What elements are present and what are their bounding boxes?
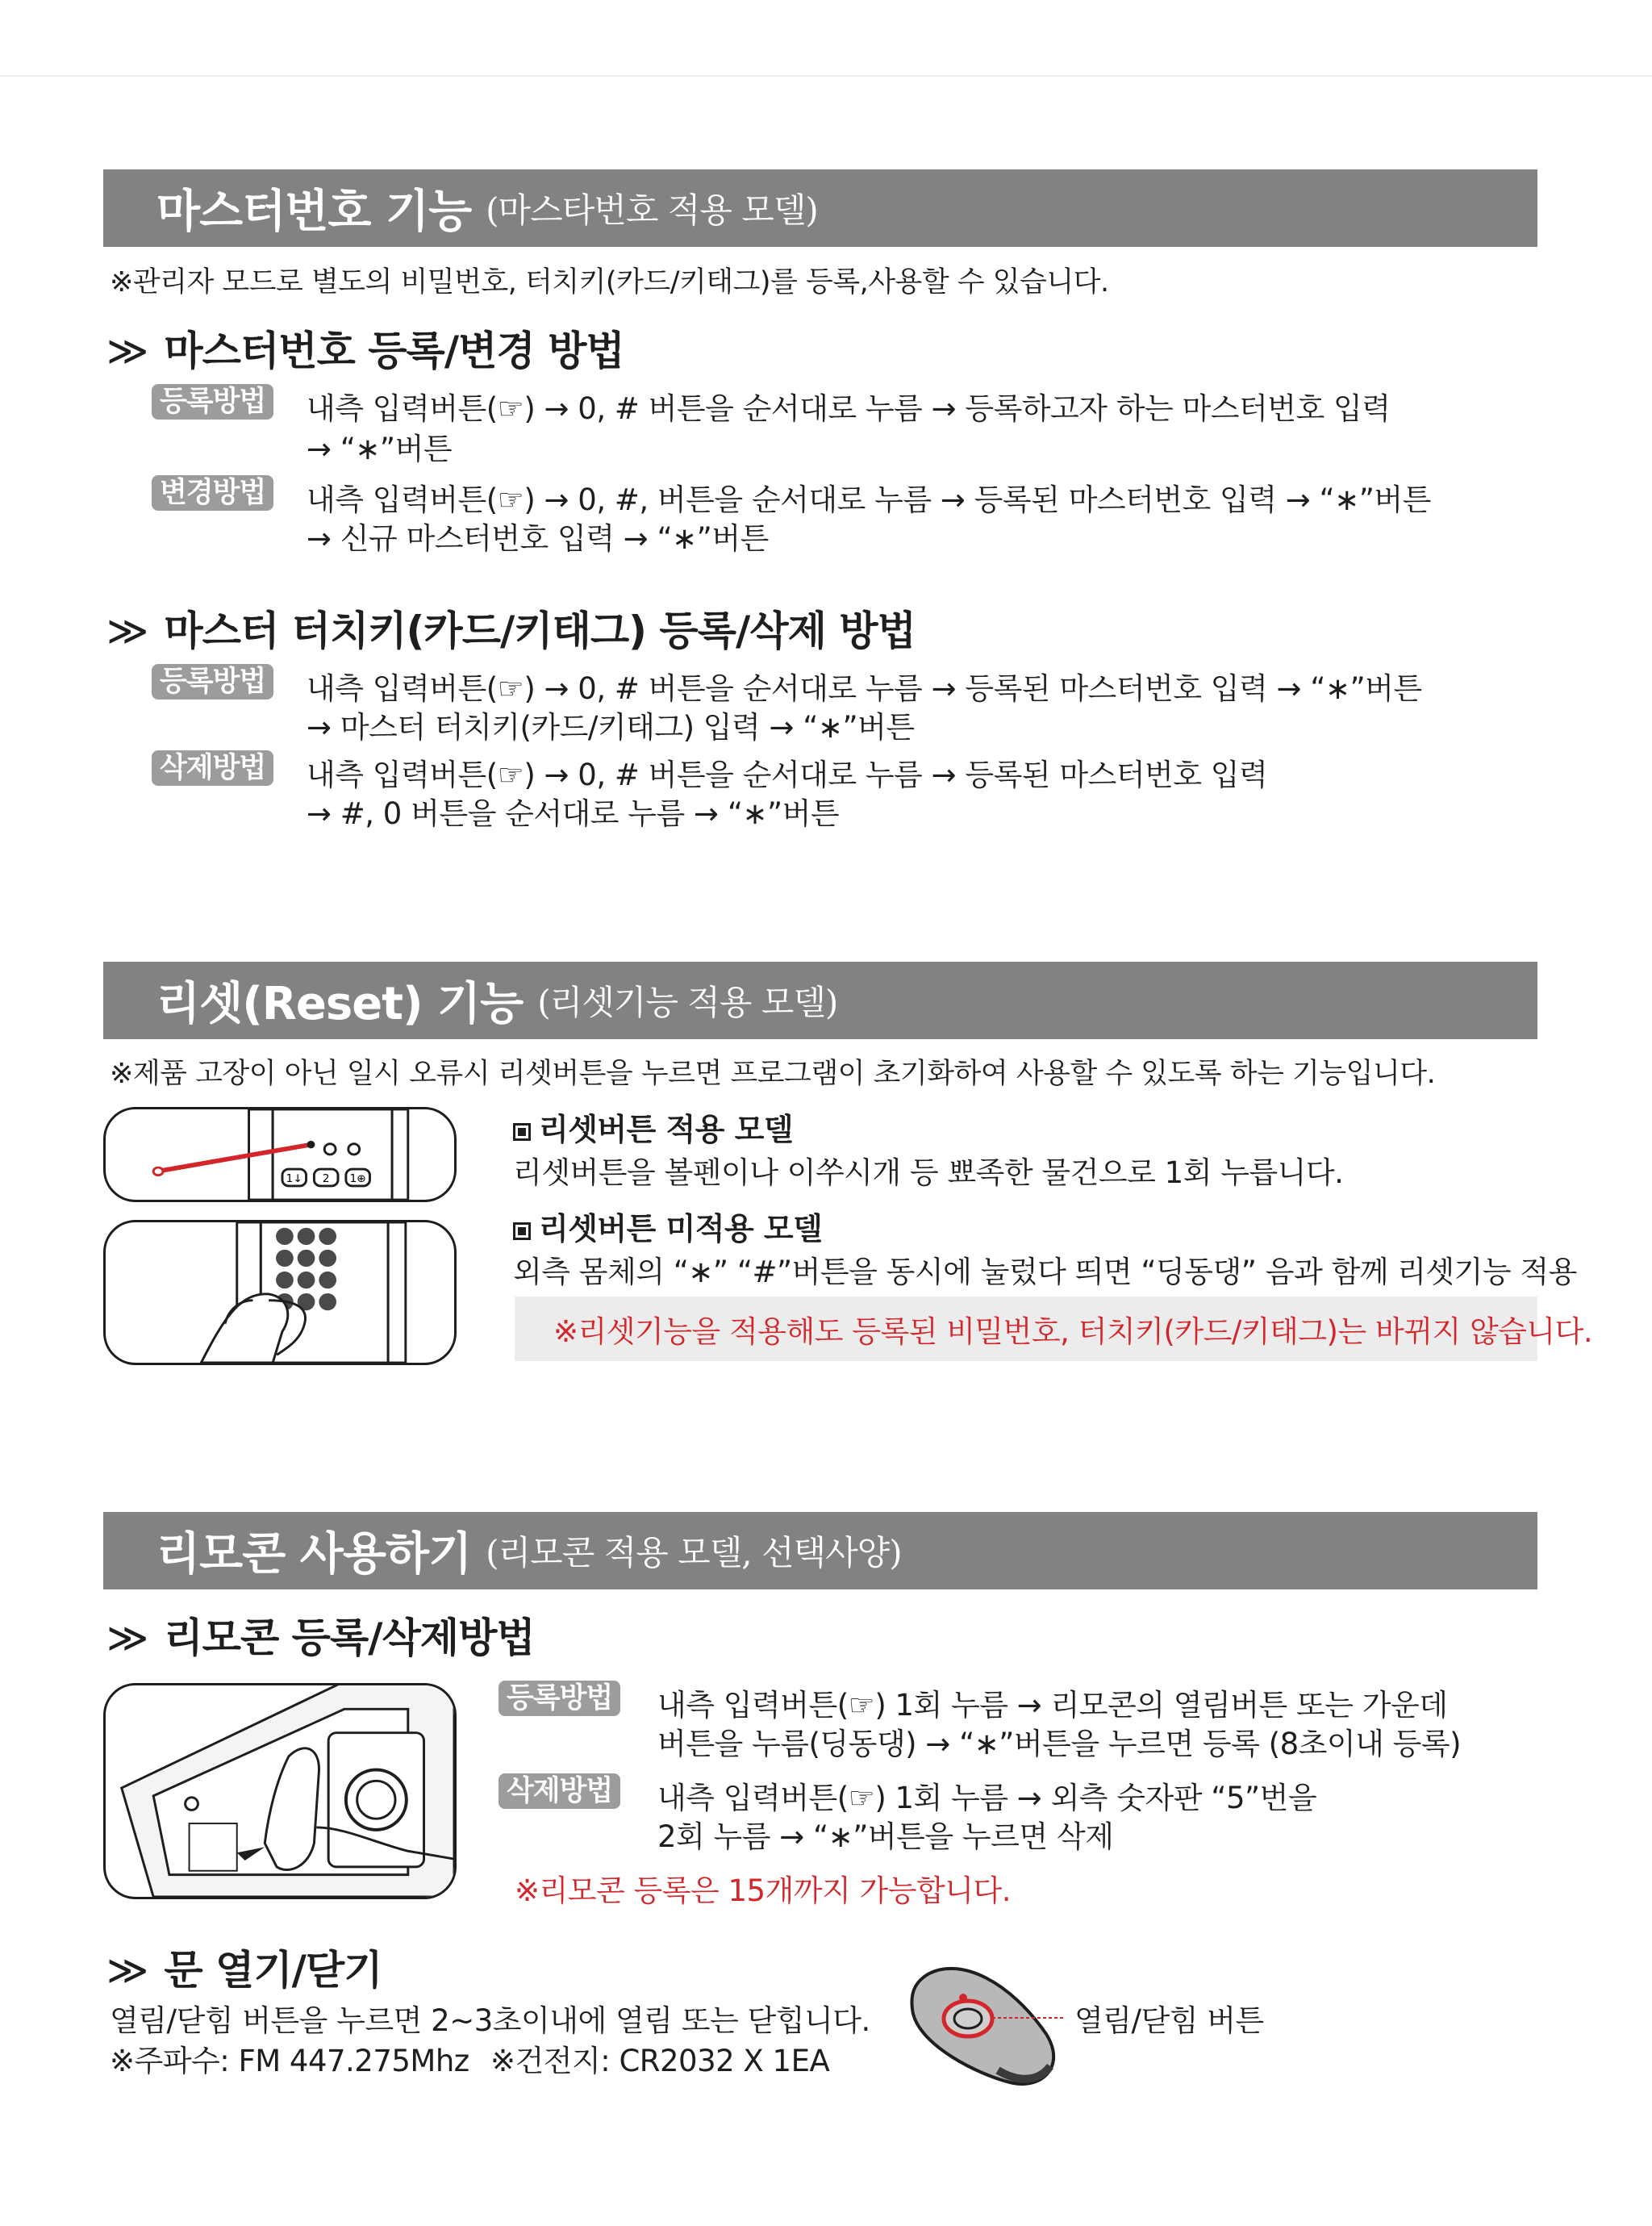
battery-spec: ※건전지: CR2032 X 1EA xyxy=(490,2044,830,2078)
open-close-desc: 열림/닫힘 버튼을 누르면 2~3초이내에 열림 또는 닫힙니다. xyxy=(110,2003,870,2038)
reset-applied-title-text: 리셋버튼 적용 모델 xyxy=(539,1112,794,1147)
open-close-button-label: 열림/닫힘 버튼 xyxy=(1074,2003,1264,2038)
master-touchkey-heading xyxy=(106,599,916,657)
delete-method-tag: 삭제방법 xyxy=(152,750,273,786)
square-bullet-icon xyxy=(513,1222,531,1240)
square-bullet-icon xyxy=(513,1123,531,1141)
reset-unapplied-title xyxy=(513,1204,822,1248)
remote-register-heading xyxy=(106,1606,535,1664)
master-section-subtitle: (마스타번호 적용 모델) xyxy=(486,190,818,230)
step-line: 내측 입력버튼(☞) 1회 누름 → 리모콘의 열림버튼 또는 가운데 xyxy=(657,1688,1448,1723)
register-method-tag: 등록방법 xyxy=(152,384,273,420)
keypad-key-label: 1↓ xyxy=(286,1172,302,1186)
reset-applied-title xyxy=(513,1105,793,1149)
master-note: ※관리자 모드로 별도의 비밀번호, 터치키(카드/키태그)를 등록,사용할 수 있습니다. xyxy=(110,266,1109,299)
reset-section-subtitle: (리셋기능 적용 모델) xyxy=(537,983,838,1022)
keypad-press-illustration xyxy=(103,1220,457,1365)
step-line: 버튼을 누름(딩동댕) → “∗”버튼을 누르면 등록 (8초이내 등록) xyxy=(657,1727,1462,1761)
reset-button-illustration xyxy=(103,1107,457,1202)
master-section-title: 마스터번호 기능 xyxy=(156,186,472,238)
reset-section-bar xyxy=(103,962,1537,1039)
remote-section-title: 리모콘 사용하기 xyxy=(156,1528,472,1581)
delete-method-tag: 삭제방법 xyxy=(499,1773,620,1809)
master-register-heading xyxy=(106,319,624,377)
step-line: → 마스터 터치키(카드/키태그) 입력 → “∗”버튼 xyxy=(307,710,915,745)
reset-unapplied-desc: 외측 몸체의 “∗” “#”버튼을 동시에 눌렀다 띄면 “딩동댕” 음과 함께 리셋기능 적용 xyxy=(513,1255,1577,1289)
remote-section-bar xyxy=(103,1512,1537,1589)
remote-register-illustration xyxy=(103,1683,457,1899)
reset-warning-text: ※리셋기능을 적용해도 등록된 비밀번호, 터치키(카드/키태그)는 바뀌지 않습니다. xyxy=(553,1314,1593,1349)
reset-note: ※제품 고장이 아닌 일시 오류시 리셋버튼을 누르면 프로그램이 초기화하여 사용할 수 있도록 하는 기능입니다. xyxy=(110,1058,1436,1090)
step-line: 내측 입력버튼(☞) → 0, # 버튼을 순서대로 누름 → 등록된 마스터번호 입력 xyxy=(307,758,1268,792)
reset-warning-box xyxy=(515,1297,1593,1361)
top-divider xyxy=(0,75,1652,77)
register-method-tag: 등록방법 xyxy=(499,1681,620,1716)
keypad-key-label: 2 xyxy=(322,1172,330,1186)
step-line: → #, 0 버튼을 순서대로 누름 → “∗”버튼 xyxy=(307,796,840,831)
step-line: 내측 입력버튼(☞) 1회 누름 → 외측 숫자판 “5”번을 xyxy=(657,1781,1317,1815)
chevron-right-icon: ≫ xyxy=(106,1614,148,1661)
step-line: 내측 입력버튼(☞) → 0, # 버튼을 순서대로 누름 → 등록된 마스터번호 입력 → “∗”버튼 xyxy=(307,671,1422,706)
step-line: 내측 입력버튼(☞) → 0, # 버튼을 순서대로 누름 → 등록하고자 하는 마스터번호 입력 xyxy=(307,391,1391,426)
open-close-heading xyxy=(106,1938,382,1996)
reset-applied-desc: 리셋버튼을 볼펜이나 이쑤시개 등 뾰족한 물건으로 1회 누릅니다. xyxy=(513,1155,1344,1190)
frequency-spec: ※주파수: FM 447.275Mhz xyxy=(110,2044,469,2078)
reset-unapplied-title-text: 리셋버튼 미적용 모델 xyxy=(539,1211,823,1247)
remote-register-heading-text: 리모콘 등록/삭제방법 xyxy=(164,1614,535,1661)
master-section-bar xyxy=(103,169,1537,247)
chevron-right-icon: ≫ xyxy=(106,1947,148,1994)
open-close-heading-text: 문 열기/닫기 xyxy=(164,1947,382,1994)
remote-section-subtitle: (리모콘 적용 모델, 선택사양) xyxy=(486,1533,902,1572)
step-line: 2회 누름 → “∗”버튼을 누르면 삭제 xyxy=(657,1819,1114,1854)
remote-limit-note: ※리모콘 등록은 15개까지 가능합니다. xyxy=(515,1873,1012,1908)
keypad-key-label: 1⊕ xyxy=(349,1172,366,1186)
step-line: 내측 입력버튼(☞) → 0, #, 버튼을 순서대로 누름 → 등록된 마스터번호 입력 → “∗”버튼 xyxy=(307,482,1431,517)
chevron-right-icon: ≫ xyxy=(106,328,148,374)
change-method-tag: 변경방법 xyxy=(152,475,273,511)
chevron-right-icon: ≫ xyxy=(106,608,148,654)
master-touchkey-heading-text: 마스터 터치키(카드/키태그) 등록/삭제 방법 xyxy=(164,608,916,654)
master-register-heading-text: 마스터번호 등록/변경 방법 xyxy=(164,328,624,374)
register-method-tag: 등록방법 xyxy=(152,664,273,700)
reset-section-title: 리셋(Reset) 기능 xyxy=(156,978,524,1030)
step-line: → 신규 마스터번호 입력 → “∗”버튼 xyxy=(307,521,769,556)
step-line: → “∗”버튼 xyxy=(307,432,453,466)
remote-fob-image xyxy=(905,1957,1066,2091)
